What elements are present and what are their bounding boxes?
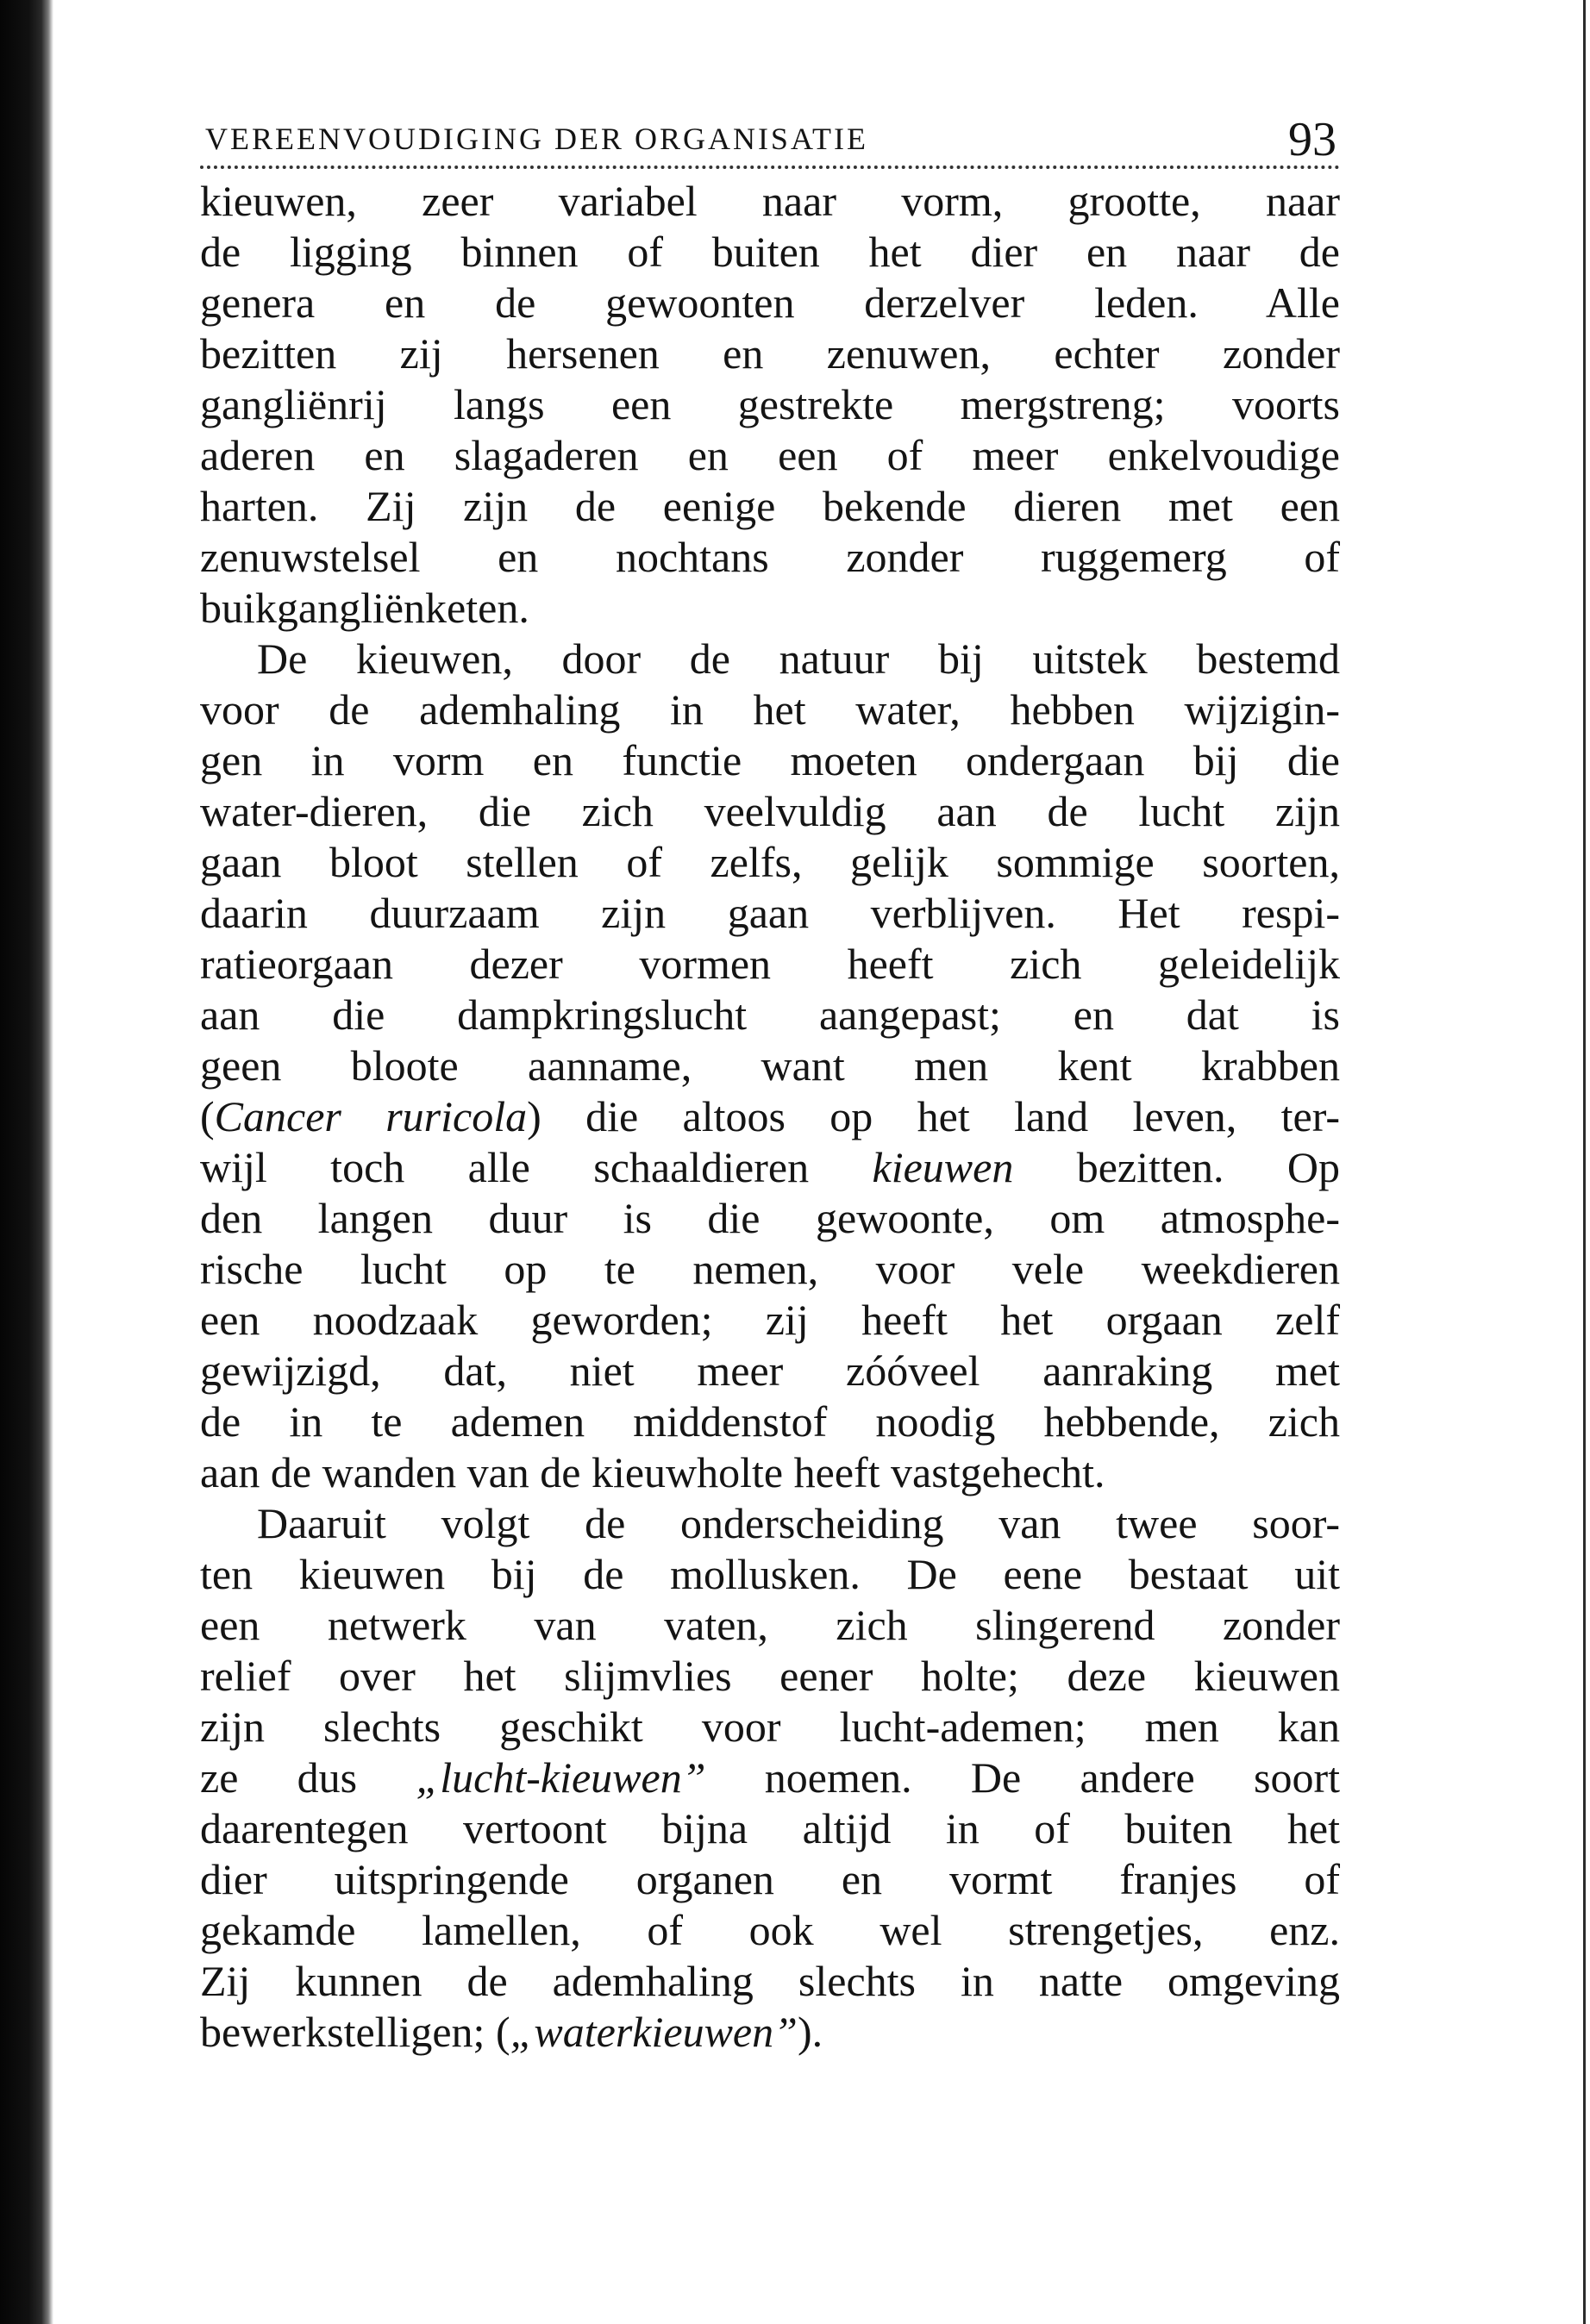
body-text <box>200 176 1340 2058</box>
text-line: gangliënrij langs een gestrekte mergstreng; voorts <box>200 380 1340 428</box>
text-line: De kieuwen, door de natuur bij uitstek bestemd <box>257 634 1340 683</box>
book-binding-edge <box>0 0 53 2324</box>
text-line-italic <box>200 1142 1340 1193</box>
text-line: ratieorgaan dezer vormen heeft zich geleidelijk <box>200 940 1340 988</box>
text-line: een noodzaak geworden; zij heeft het orgaan zelf <box>200 1296 1340 1344</box>
page-edge-rule <box>1583 0 1586 2324</box>
text-line: aan die dampkringslucht aangepast; en dat is <box>200 990 1340 1039</box>
paragraph-3 <box>200 1498 1340 2058</box>
text-line: daarin duurzaam zijn gaan verblijven. Het respi- <box>200 889 1340 937</box>
text-line: gewijzigd, dat, niet meer zóóveel aanraking met <box>200 1346 1340 1395</box>
italic-species-name: Cancer ruricola <box>214 1092 528 1140</box>
text-line: bezitten zij hersenen en zenuwen, echter zonder <box>200 329 1340 378</box>
text-line: zijn slechts geschikt voor lucht-ademen; men kan <box>200 1702 1340 1751</box>
text-line: een netwerk van vaten, zich slingerend zonder <box>200 1601 1340 1649</box>
italic-term: „lucht-kieuwen” <box>416 1753 706 1802</box>
text-line: aan de wanden van de kieuwholte heeft vastgehecht. <box>200 1448 1105 1496</box>
text-line: genera en de gewoonten derzelver leden. Alle <box>200 278 1340 327</box>
text-line: dier uitspringende organen en vormt franjes of <box>200 1855 1340 1903</box>
text-line: harten. Zij zijn de eenige bekende dieren met een <box>200 482 1340 530</box>
text-line: Zij kunnen de ademhaling slechts in natte omgeving <box>200 1957 1340 2005</box>
text-line: den langen duur is die gewoonte, om atmosphe- <box>200 1194 1340 1242</box>
text-line-italic <box>200 2007 1340 2058</box>
italic-term: kieuwen <box>872 1143 1014 1191</box>
text-segment: bewerkstelligen; ( <box>200 2008 510 2056</box>
page-number: 93 <box>1288 113 1336 166</box>
book-page <box>200 103 1340 2058</box>
text-line: relief over het slijmvlies eener holte; deze kieuwen <box>200 1652 1340 1700</box>
text-line: geen bloote aanname, want men kent krabben <box>200 1041 1340 1090</box>
text-segment: wijl toch alle schaaldieren <box>200 1143 873 1191</box>
text-line: gaan bloot stellen of zelfs, gelijk sommige soorten, <box>200 838 1340 886</box>
text-line: rische lucht op te nemen, voor vele weekdieren <box>200 1245 1340 1293</box>
running-title: VEREENVOUDIGING DER ORGANISATIE <box>205 122 868 156</box>
text-line: de in te ademen middenstof noodig hebbende, zich <box>200 1397 1340 1446</box>
text-segment: bezitten. Op <box>1013 1143 1340 1191</box>
text-segment: noemen. De andere soort <box>705 1753 1340 1802</box>
text-line: buikgangliënketen. <box>200 584 529 632</box>
text-segment: ) die altoos op het land leven, ter- <box>527 1092 1340 1140</box>
text-segment: ze dus <box>200 1753 416 1802</box>
text-line: gekamde lamellen, of ook wel strengetjes, enz. <box>200 1906 1340 1954</box>
text-line: daarentegen vertoont bijna altijd in of buiten het <box>200 1804 1340 1852</box>
text-line: zenuwstelsel en nochtans zonder ruggemerg of <box>200 533 1340 581</box>
paragraph-2 <box>200 634 1340 1498</box>
text-line-italic <box>200 1091 1340 1142</box>
text-line: Daaruit volgt de onderscheiding van twee soor- <box>257 1499 1340 1547</box>
text-line-italic <box>200 1752 1340 1803</box>
text-line: voor de ademhaling in het water, hebben wijzigin- <box>200 685 1340 734</box>
paragraph-1 <box>200 176 1340 634</box>
text-line: gen in vorm en functie moeten ondergaan bij die <box>200 736 1340 784</box>
text-line: ten kieuwen bij de mollusken. De eene bestaat uit <box>200 1550 1340 1598</box>
running-header <box>200 103 1340 169</box>
italic-term: „waterkieuwen” <box>510 2008 798 2056</box>
text-segment: ( <box>200 1092 215 1140</box>
text-line: kieuwen, zeer variabel naar vorm, grootte, naar <box>200 177 1340 225</box>
text-segment: ). <box>797 2008 823 2056</box>
text-line: aderen en slagaderen en een of meer enkelvoudige <box>200 431 1340 479</box>
text-line: water-dieren, die zich veelvuldig aan de lucht zijn <box>200 787 1340 835</box>
text-line: de ligging binnen of buiten het dier en naar de <box>200 228 1340 276</box>
